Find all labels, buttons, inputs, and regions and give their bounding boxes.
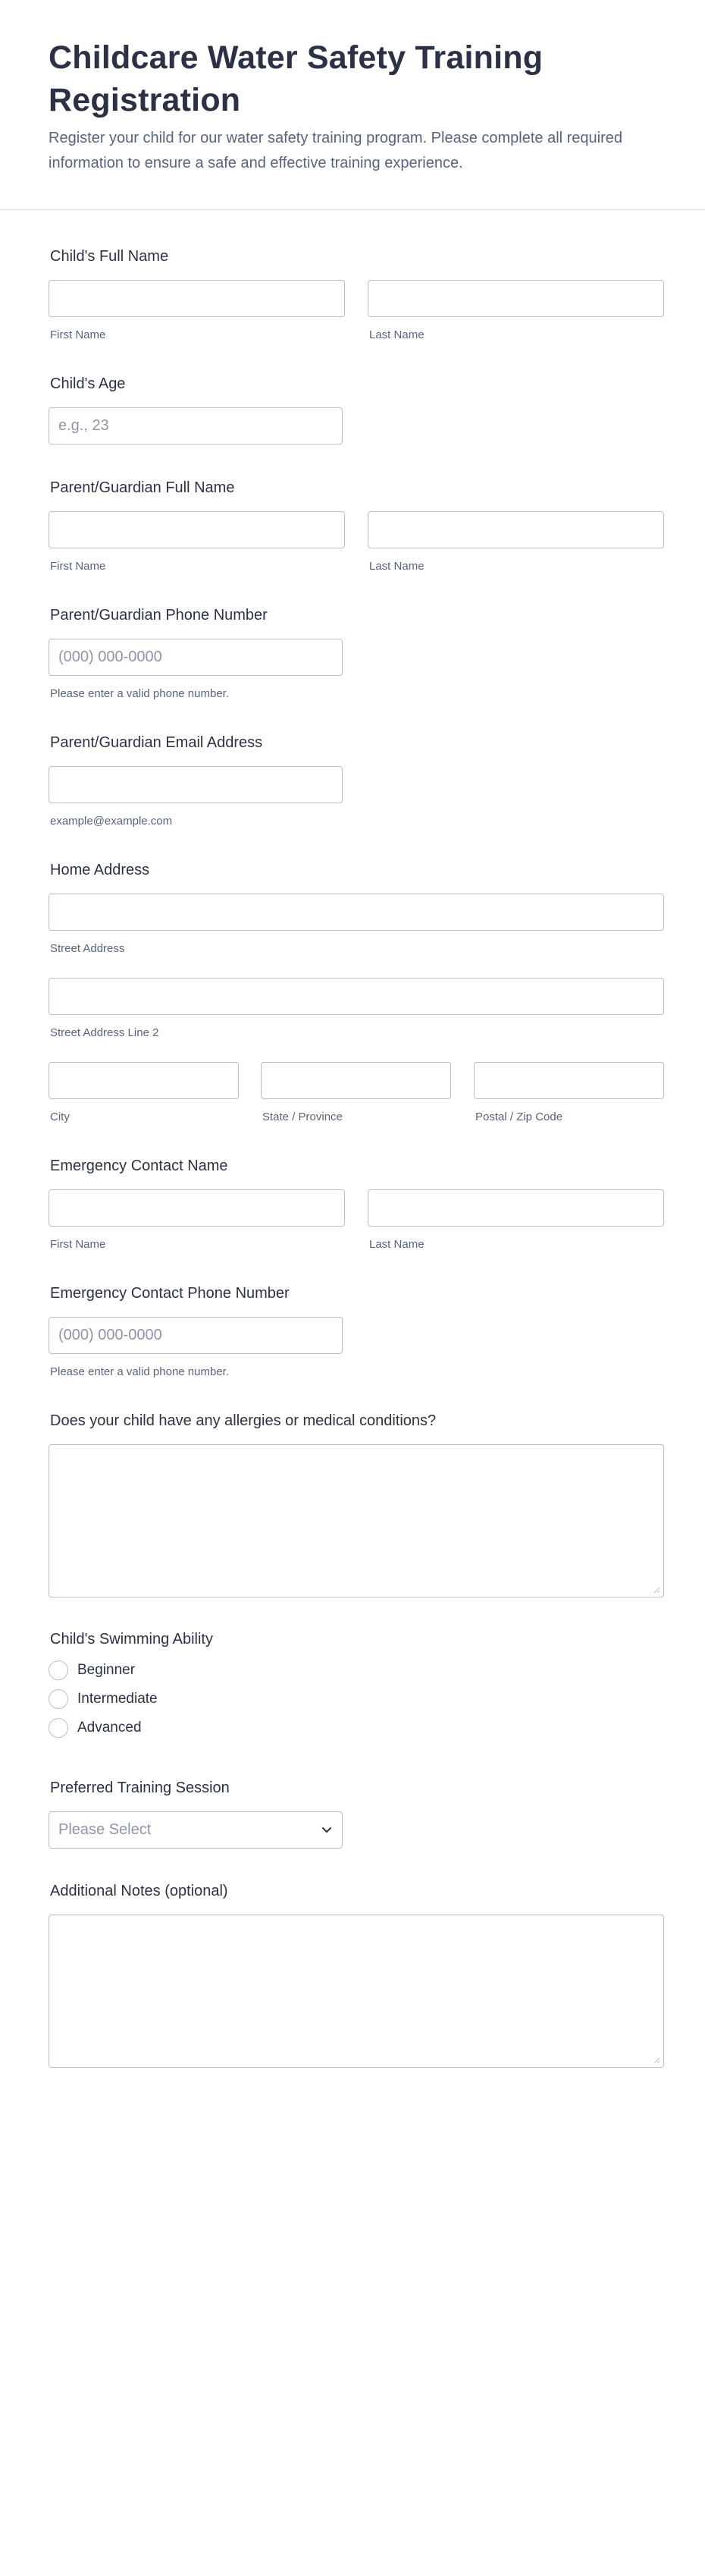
emergency-last-name-input[interactable] [368,1189,664,1227]
emergency-phone-label: Emergency Contact Phone Number [50,1285,290,1302]
home-address-label: Home Address [50,862,150,878]
parent-email-label: Parent/Guardian Email Address [50,734,263,751]
emergency-first-name-sublabel: First Name [50,1238,106,1251]
training-session-placeholder: Please Select [58,1821,152,1838]
radio-button[interactable] [49,1660,68,1680]
emergency-last-name-sublabel: Last Name [369,1238,425,1251]
street-address-input[interactable] [49,894,664,931]
parent-phone-hint: Please enter a valid phone number. [50,687,229,700]
child-name-label: Child's Full Name [50,248,169,265]
parent-name-label: Parent/Guardian Full Name [50,479,235,496]
zip-input[interactable] [474,1062,664,1099]
emergency-first-name-input[interactable] [49,1189,345,1227]
street-address-line2-input[interactable] [49,978,664,1015]
child-age-placeholder: e.g., 23 [58,417,109,434]
parent-last-name-sublabel: Last Name [369,560,425,573]
zip-sublabel: Postal / Zip Code [475,1111,563,1123]
radio-button[interactable] [49,1718,68,1738]
child-first-name-sublabel: First Name [50,328,106,341]
child-age-label: Child's Age [50,375,126,392]
radio-button[interactable] [49,1689,68,1709]
parent-email-hint: example@example.com [50,815,173,828]
resize-grip-icon[interactable] [653,2056,660,2064]
emergency-phone-hint: Please enter a valid phone number. [50,1365,229,1378]
training-session-label: Preferred Training Session [50,1780,230,1796]
child-last-name-sublabel: Last Name [369,328,425,341]
training-session-select[interactable] [49,1811,343,1849]
city-sublabel: City [50,1111,70,1123]
additional-notes-label: Additional Notes (optional) [50,1883,228,1899]
radio-option-intermediate[interactable] [49,1689,158,1710]
form-subtitle: Register your child for our water safety training program. Please complete all required information to ensure a safe and effective training experience. [49,130,623,171]
parent-last-name-input[interactable] [368,511,664,548]
child-first-name-input[interactable] [49,280,345,317]
parent-phone-input[interactable] [49,639,343,676]
radio-option-beginner[interactable] [49,1660,135,1681]
emergency-phone-placeholder: (000) 000-0000 [58,1327,162,1343]
form-header [0,0,705,210]
child-last-name-input[interactable] [368,280,664,317]
child-age-input[interactable] [49,407,343,445]
city-input[interactable] [49,1062,239,1099]
parent-phone-label: Parent/Guardian Phone Number [50,607,268,624]
state-input[interactable] [261,1062,451,1099]
radio-label: Intermediate [77,1691,158,1707]
radio-label: Beginner [77,1662,136,1678]
street-address-sublabel: Street Address [50,942,125,955]
radio-option-advanced[interactable] [49,1717,142,1739]
state-sublabel: State / Province [262,1111,343,1123]
chevron-down-icon [321,1824,333,1836]
additional-notes-textarea[interactable] [49,1915,664,2068]
form-title: Childcare Water Safety Training Registration [49,39,544,118]
allergies-textarea[interactable] [49,1444,664,1597]
swimming-ability-label: Child's Swimming Ability [50,1631,213,1648]
street-address-line2-sublabel: Street Address Line 2 [50,1026,159,1039]
allergies-label: Does your child have any allergies or medical conditions? [50,1412,437,1429]
radio-label: Advanced [77,1720,142,1736]
parent-email-input[interactable] [49,766,343,803]
parent-first-name-input[interactable] [49,511,345,548]
emergency-name-label: Emergency Contact Name [50,1158,228,1174]
resize-grip-icon[interactable] [653,1586,660,1594]
emergency-phone-input[interactable] [49,1317,343,1354]
parent-phone-placeholder: (000) 000-0000 [58,649,162,665]
parent-first-name-sublabel: First Name [50,560,106,573]
